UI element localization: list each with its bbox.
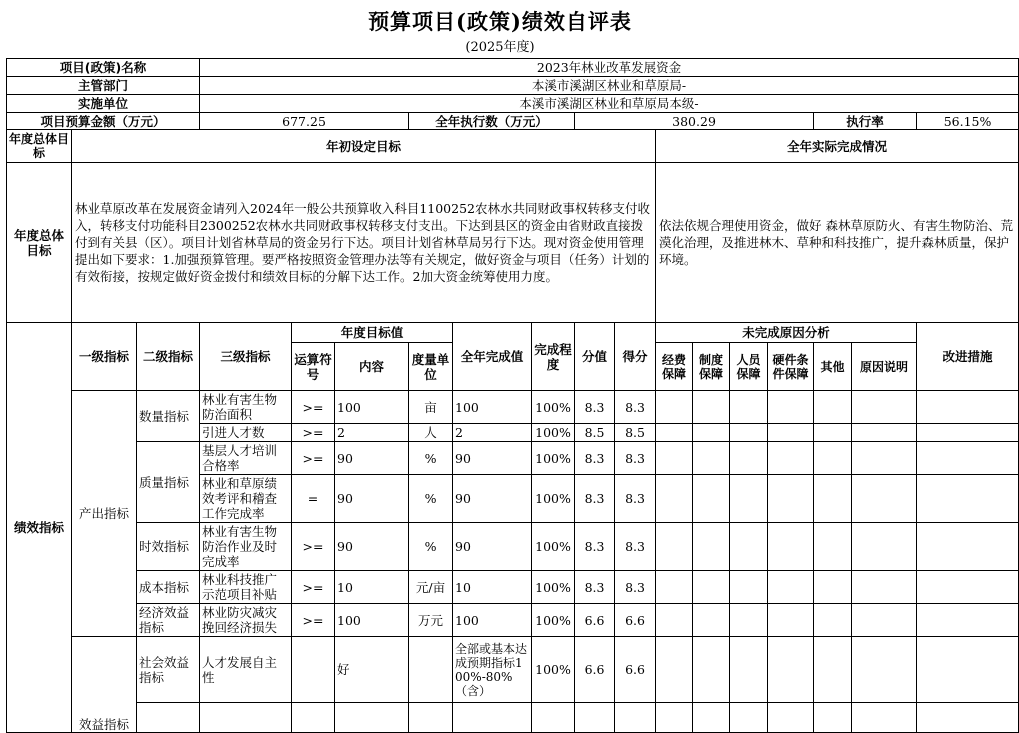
indicator-operator: >= [292, 571, 335, 604]
table-row [7, 637, 1019, 703]
degree-header: 完成程度 [532, 323, 575, 391]
group-cost: 成本指标 [137, 571, 200, 604]
indicator-weight: 8.3 [575, 442, 615, 475]
form-title: 预算项目(政策)绩效自评表 [368, 9, 632, 34]
indicator-operator: >= [292, 604, 335, 637]
indicator-score: 6.6 [615, 637, 656, 703]
indicator-operator: >= [292, 442, 335, 475]
indicator-score: 6.6 [615, 604, 656, 637]
actual-completion-header: 全年实际完成情况 [656, 130, 1019, 163]
operator-header: 运算符号 [292, 343, 335, 391]
indicator-degree: 100% [532, 637, 575, 703]
exec-value: 380.29 [575, 113, 814, 130]
table-row [7, 391, 1019, 424]
indicator-content: 100 [335, 391, 409, 424]
indicator-unit [409, 637, 453, 703]
indicator-name: 林业防灾减灾挽回经济损失 [200, 604, 292, 637]
indicator-unit: 万元 [409, 604, 453, 637]
indicator-content: 90 [335, 442, 409, 475]
actual-value-header: 全年完成值 [453, 323, 532, 391]
indicator-name: 林业有害生物防治面积 [200, 391, 292, 424]
indicator-content: 好 [335, 637, 409, 703]
table-row [7, 604, 1019, 637]
indicator-operator: >= [292, 523, 335, 571]
indicator-weight: 6.6 [575, 604, 615, 637]
indicator-degree: 100% [532, 442, 575, 475]
indicator-score: 8.3 [615, 475, 656, 523]
indicator-actual: 10 [453, 571, 532, 604]
target-group-header: 年度目标值 [292, 323, 453, 343]
indicator-weight: 6.6 [575, 637, 615, 703]
indicator-actual: 2 [453, 424, 532, 442]
info-row-name [7, 59, 1019, 77]
indicator-operator: >= [292, 424, 335, 442]
info-row-budget [7, 113, 1019, 130]
goals-header-row [7, 130, 1019, 163]
indicator-score: 8.3 [615, 442, 656, 475]
evaluation-table [6, 58, 1019, 733]
reason-other-header: 其他 [814, 343, 852, 391]
indicator-unit: % [409, 475, 453, 523]
reason-funds-header: 经费保障 [656, 343, 693, 391]
indicator-degree: 100% [532, 604, 575, 637]
indicator-degree: 100% [532, 523, 575, 571]
spreadsheet-area [6, 58, 1014, 732]
group-timeliness: 时效指标 [137, 523, 200, 571]
level1-header: 一级指标 [72, 323, 137, 391]
overall-goal-label: 年度总体目标 [7, 130, 72, 163]
indicator-actual: 100 [453, 391, 532, 424]
indicator-unit: 亩 [409, 391, 453, 424]
group-economic: 经济效益指标 [137, 604, 200, 637]
indicator-degree: 100% [532, 571, 575, 604]
indicator-actual: 100 [453, 604, 532, 637]
indicator-unit: % [409, 442, 453, 475]
level1-output: 产出指标 [72, 391, 137, 637]
indicator-actual: 90 [453, 475, 532, 523]
group-social: 社会效益指标 [137, 637, 200, 703]
level3-header: 三级指标 [200, 323, 292, 391]
indicator-actual: 90 [453, 442, 532, 475]
indicator-name: 林业有害生物防治作业及时完成率 [200, 523, 292, 571]
actual-completion-text: 依法依规合理使用资金，做好 森林草原防火、有害生物防治、荒漠化治理，及推进林木、草种和科技推广，提升森林质量，保护环境。 [656, 163, 1019, 323]
table-row [7, 703, 1019, 733]
indicator-content: 10 [335, 571, 409, 604]
table-row [7, 523, 1019, 571]
indicator-score: 8.3 [615, 391, 656, 424]
indicator-name: 引进人才数 [200, 424, 292, 442]
group-quality: 质量指标 [137, 442, 200, 523]
level1-benefit: 效益指标 [72, 637, 137, 733]
indicator-content: 90 [335, 475, 409, 523]
indicator-actual: 全部或基本达成预期指标100%-80%（含） [453, 637, 532, 703]
indicator-name: 人才发展自主性 [200, 637, 292, 703]
weight-header: 分值 [575, 323, 615, 391]
group-quantity: 数量指标 [137, 391, 200, 442]
indicator-weight: 8.3 [575, 391, 615, 424]
indicator-weight: 8.3 [575, 571, 615, 604]
form-subtitle: (2025年度) [465, 40, 535, 55]
indicator-operator [292, 637, 335, 703]
goals-content-row [7, 163, 1019, 323]
table-row [7, 442, 1019, 475]
table-row [7, 571, 1019, 604]
dept-label: 主管部门 [7, 77, 200, 95]
indicator-score: 8.3 [615, 571, 656, 604]
indicator-operator: = [292, 475, 335, 523]
perf-indicators-label: 绩效指标 [7, 323, 72, 733]
indicator-score: 8.5 [615, 424, 656, 442]
reason-note-header: 原因说明 [852, 343, 917, 391]
indicator-weight: 8.3 [575, 523, 615, 571]
indicator-degree: 100% [532, 424, 575, 442]
indicator-header-row-1 [7, 323, 1019, 343]
project-name-value: 2023年林业改革发展资金 [200, 59, 1019, 77]
indicator-weight: 8.3 [575, 475, 615, 523]
rate-label: 执行率 [814, 113, 917, 130]
impl-label: 实施单位 [7, 95, 200, 113]
impl-value: 本溪市溪湖区林业和草原局本级- [200, 95, 1019, 113]
reason-staff-header: 人员保障 [730, 343, 768, 391]
indicator-content: 2 [335, 424, 409, 442]
indicator-weight: 8.5 [575, 424, 615, 442]
rate-value: 56.15% [917, 113, 1019, 130]
indicator-actual: 90 [453, 523, 532, 571]
info-row-impl [7, 95, 1019, 113]
budget-value: 677.25 [200, 113, 409, 130]
indicator-name: 林业科技推广示范项目补贴 [200, 571, 292, 604]
content-header: 内容 [335, 343, 409, 391]
improve-header: 改进措施 [917, 323, 1019, 391]
exec-label: 全年执行数（万元） [409, 113, 575, 130]
level2-header: 二级指标 [137, 323, 200, 391]
score-header: 得分 [615, 323, 656, 391]
project-name-label: 项目(政策)名称 [7, 59, 200, 77]
reason-system-header: 制度保障 [693, 343, 730, 391]
indicator-content: 100 [335, 604, 409, 637]
indicator-name: 林业和草原绩效考评和稽查工作完成率 [200, 475, 292, 523]
dept-value: 本溪市溪湖区林业和草原局- [200, 77, 1019, 95]
budget-label: 项目预算金额（万元） [7, 113, 200, 130]
indicator-unit: 元/亩 [409, 571, 453, 604]
initial-goal-header: 年初设定目标 [72, 130, 656, 163]
indicator-content: 90 [335, 523, 409, 571]
reason-group-header: 未完成原因分析 [656, 323, 917, 343]
indicator-unit: 人 [409, 424, 453, 442]
indicator-score: 8.3 [615, 523, 656, 571]
indicator-degree: 100% [532, 475, 575, 523]
overall-goal-label-2: 年度总体目标 [7, 163, 72, 323]
indicator-name: 基层人才培训合格率 [200, 442, 292, 475]
indicator-operator: >= [292, 391, 335, 424]
reason-hardware-header: 硬件条件保障 [768, 343, 814, 391]
unit-header: 度量单位 [409, 343, 453, 391]
indicator-degree: 100% [532, 391, 575, 424]
initial-goal-text: 林业草原改革在发展资金请列入2024年一般公共预算收入科目1100252农林水共同财政事权转移支付收入，转移支付功能科目2300252农林水共同财政事权转移支付支出。下达到县区的资金由省财政直接拨付到有关县（区）。项目计划省林草局的资金另行下达。项目计划省林草局另行下达。现对资金使用管理提出如下要求：1.加强预算管理。要严格按照资金管理办法等有关规定，做好资金与项目（任务）计划的有效衔接，按规定做好资金拨付和绩效目标的分解下达工作。2加大资金统筹使用力度。 [72, 163, 656, 323]
indicator-unit: % [409, 523, 453, 571]
info-row-dept [7, 77, 1019, 95]
